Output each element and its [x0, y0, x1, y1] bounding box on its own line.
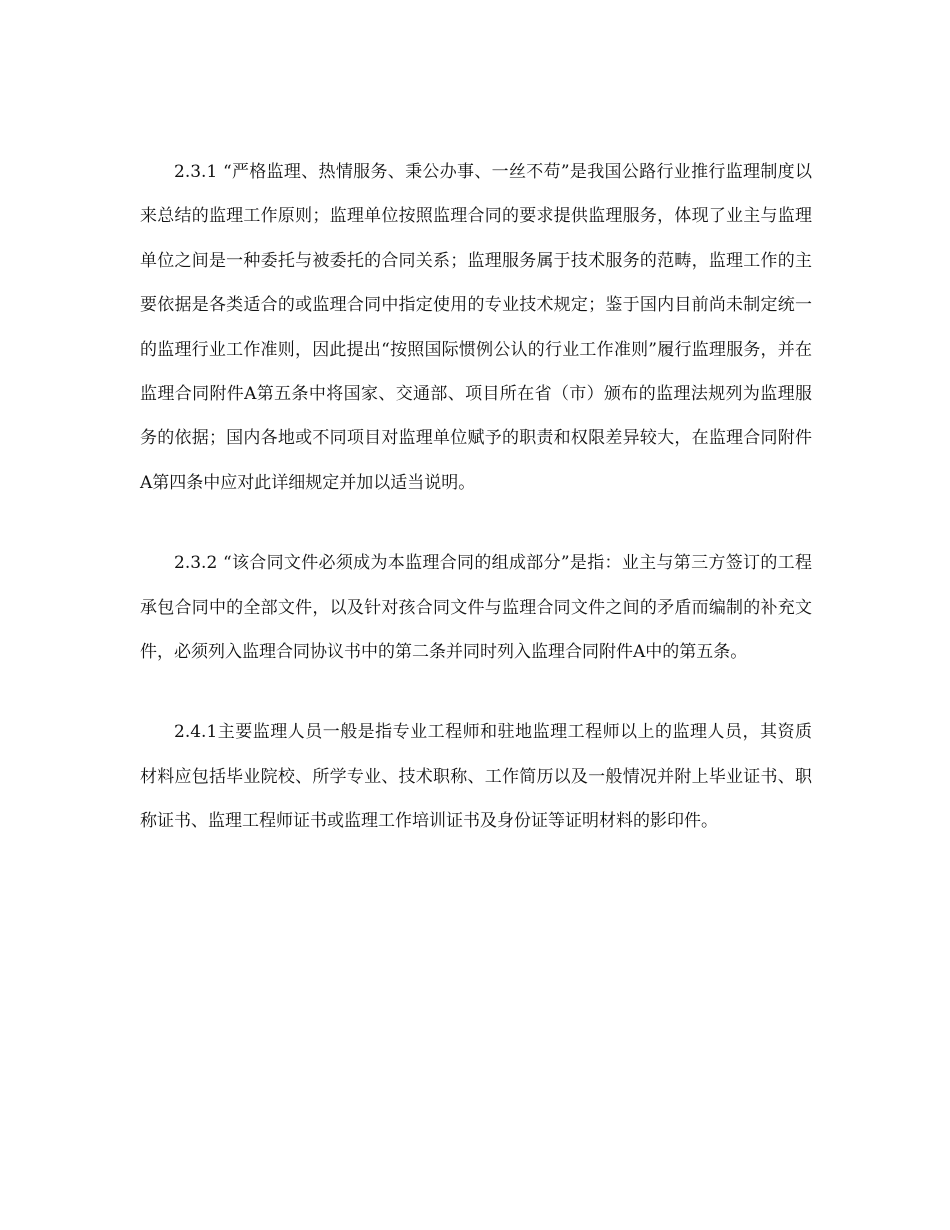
- document-page: [140, 150, 812, 844]
- paragraph-2-3-1: 2.3.1 “严格监理、热情服务、秉公办事、一丝不苟”是我国公路行业推行监理制度以来总结的监理工作原则；监理单位按照监理合同的要求提供监理服务，体现了业主与监理单位之间是一种委托与被委托的合同关系；监理服务属于技术服务的范畴，监理工作的主要依据是各类适合的或监理合同中指定使用的专业技术规定；鉴于国内目前尚未制定统一的监理行业工作准则，因此提出“按照国际惯例公认的行业工作准则”履行监理服务，并在监理合同附件A第五条中将国家、交通部、项目所在省（市）颁布的监理法规列为监理服务的依据；国内各地或不同项目对监理单位赋予的职责和权限差异较大，在监理合同附件A第四条中应对此详细规定并加以适当说明。: [140, 162, 812, 493]
- paragraph-2-4-1: 2.4.1主要监理人员一般是指专业工程师和驻地监理工程师以上的监理人员，其资质材料应包括毕业院校、所学专业、技术职称、工作简历以及一般情况并附上毕业证书、职称证书、监理工程师证书或监理工作培训证书及身份证等证明材料的影印件。: [140, 722, 812, 832]
- paragraph-2-3-2: 2.3.2 “该合同文件必须成为本监理合同的组成部分”是指：业主与第三方签订的工程承包合同中的全部文件，以及针对孩合同文件与监理合同文件之间的矛盾而编制的补充文件，必须列入监理合同协议书中的第二条并同时列入监理合同附件A中的第五条。: [140, 553, 812, 663]
